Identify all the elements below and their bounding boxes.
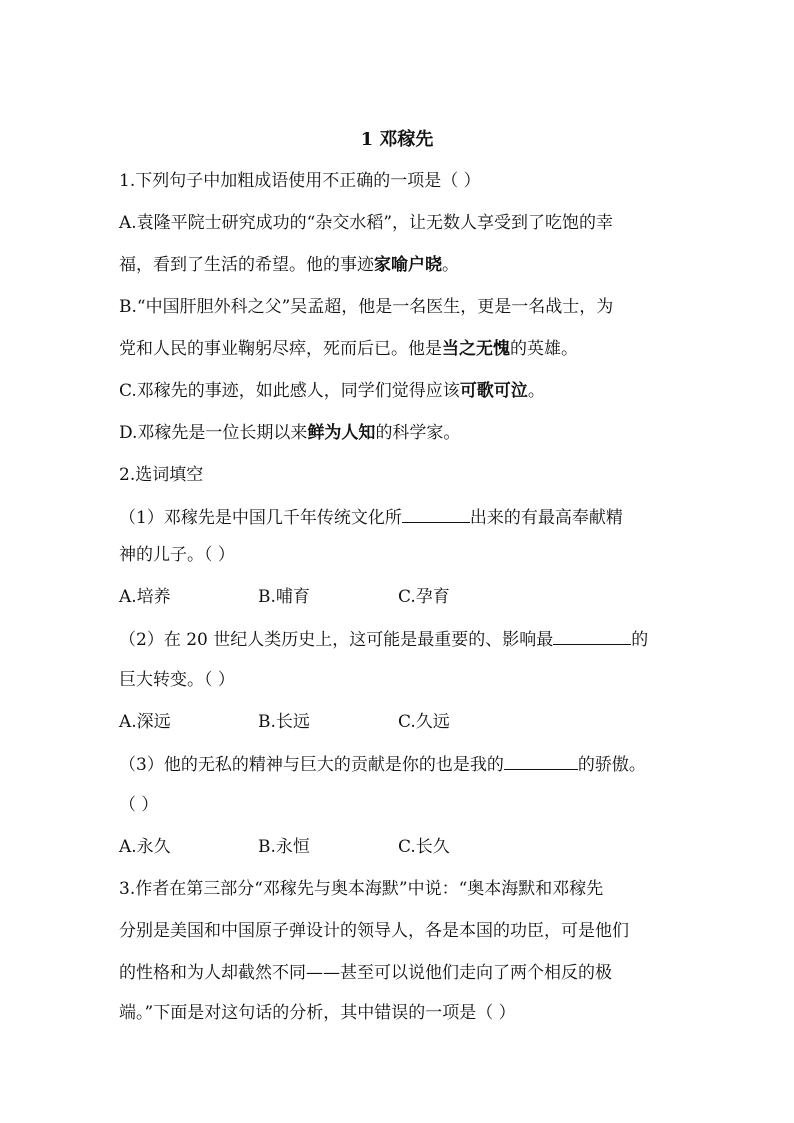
q2-sub3-text-end: 的骄傲。 bbox=[577, 755, 646, 775]
q3-line2: 分别是美国和中国原子弹设计的领导人，各是本国的功臣，可是他们 bbox=[119, 921, 629, 941]
q1-option-c-idiom: 可歌可泣 bbox=[459, 381, 528, 401]
q2-sub1-option-b: B.哺育 bbox=[258, 587, 310, 607]
q2-sub1-text: （1）邓稼先是中国几千年传统文化所 bbox=[119, 508, 402, 528]
q1-option-c-end: 。 bbox=[527, 381, 545, 401]
q2-sub3-option-c: C.长久 bbox=[398, 837, 450, 857]
q1-option-a-line1: A.袁隆平院士研究成功的“杂交水稻”，让无数人享受到了吃饱的幸 bbox=[119, 213, 614, 233]
q2-sub2-line1 bbox=[119, 628, 648, 651]
q1-option-a-end: 。 bbox=[442, 255, 459, 275]
q2-stem: 2.选词填空 bbox=[119, 465, 204, 485]
q1-option-a-idiom: 家喻户晓 bbox=[374, 255, 442, 275]
q2-sub2-text-end: 的 bbox=[631, 630, 649, 650]
q1-option-b-end: 的英雄。 bbox=[510, 339, 578, 359]
lesson-title: 1 邓稼先 bbox=[360, 129, 434, 150]
q2-sub1-text-end: 出来的有最高奉献精 bbox=[469, 508, 623, 528]
q2-sub1-option-a: A.培养 bbox=[119, 587, 171, 607]
q2-sub1-line1 bbox=[119, 506, 623, 529]
q3-line4: 端。”下面是对这句话的分析，其中错误的一项是（ ） bbox=[119, 1003, 516, 1023]
q1-option-b-line2 bbox=[119, 338, 578, 360]
q2-sub2-option-a: A.深远 bbox=[119, 712, 171, 732]
q1-option-d-text: D.邓稼先是一位长期以来 bbox=[119, 423, 308, 443]
q2-sub1-line2: 神的儿子。（ ） bbox=[119, 545, 235, 565]
q1-option-c bbox=[119, 380, 545, 402]
q2-sub3-text: （3）他的无私的精神与巨大的贡献是你的也是我的 bbox=[119, 755, 504, 775]
q2-sub2-option-c: C.久远 bbox=[398, 712, 450, 732]
q1-option-b-idiom: 当之无愧 bbox=[442, 339, 510, 359]
q3-line3: 的性格和为人却截然不同——甚至可以说他们走向了两个相反的极 bbox=[119, 963, 612, 983]
q2-sub3-line2: （ ） bbox=[119, 795, 159, 815]
q2-sub1-option-c: C.孕育 bbox=[398, 587, 450, 607]
q1-option-a-text: 福，看到了生活的希望。他的事迹 bbox=[119, 255, 374, 275]
q2-sub2-blank bbox=[553, 628, 631, 645]
q1-stem: 1.下列句子中加粗成语使用不正确的一项是（ ） bbox=[119, 171, 481, 191]
q2-sub3-option-a: A.永久 bbox=[119, 837, 171, 857]
q2-sub2-text: （2）在 20 世纪人类历史上，这可能是最重要的、影响最 bbox=[119, 630, 554, 650]
q1-option-c-text: C.邓稼先的事迹，如此感人，同学们觉得应该 bbox=[119, 381, 460, 401]
q1-option-b-text: 党和人民的事业鞠躬尽瘁，死而后已。他是 bbox=[119, 339, 442, 359]
q2-sub3-option-b: B.永恒 bbox=[258, 837, 310, 857]
q1-option-d-end: 的科学家。 bbox=[375, 423, 461, 443]
q2-sub2-line2: 巨大转变。（ ） bbox=[119, 670, 235, 690]
q1-option-a-line2 bbox=[119, 254, 459, 276]
q3-line1: 3.作者在第三部分“邓稼先与奥本海默”中说：“奥本海默和邓稼先 bbox=[119, 879, 604, 899]
q2-sub2-option-b: B.长远 bbox=[258, 712, 310, 732]
q2-sub3-blank bbox=[504, 753, 578, 770]
q2-sub1-blank bbox=[402, 506, 470, 523]
q1-option-d bbox=[119, 422, 460, 444]
q1-option-d-idiom: 鲜为人知 bbox=[307, 423, 376, 443]
q2-sub3-line1 bbox=[119, 753, 646, 776]
q1-option-b-line1: B.“中国肝胆外科之父”吴孟超，他是一名医生，更是一名战士，为 bbox=[119, 297, 614, 317]
